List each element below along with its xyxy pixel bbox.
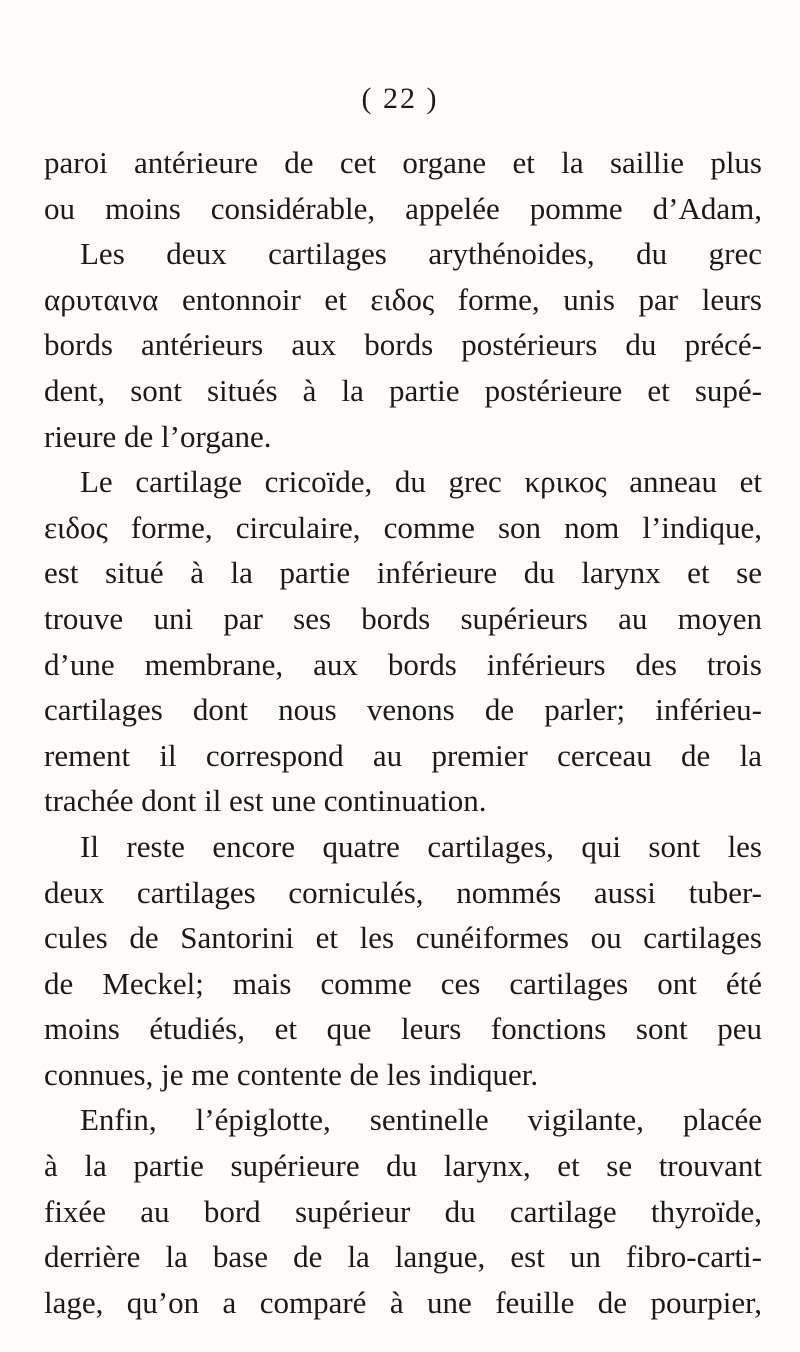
page-number: ( 22 ) xyxy=(361,82,439,115)
text-line: connues, je me contente de les indiquer. xyxy=(44,1056,539,1092)
text-line: bords antérieurs aux bords postérieurs du précé- xyxy=(44,327,762,363)
text-line: ειδος forme, circulaire, comme son nom l’indique, xyxy=(44,509,762,545)
text-line: rement il correspond au premier cerceau de la xyxy=(44,737,762,773)
text-line: à la partie supérieure du larynx, et se trouvant xyxy=(44,1148,762,1184)
text-line: ou moins considérable, appelée pomme d’Adam, xyxy=(44,190,762,226)
text-line: deux cartilages corniculés, nommés aussi tuber- xyxy=(44,874,762,910)
text-line: est situé à la partie inférieure du larynx et se xyxy=(44,555,762,591)
text-line: dent, sont situés à la partie postérieure et supé- xyxy=(44,372,762,408)
text-line: trouve uni par ses bords supérieurs au moyen xyxy=(44,600,762,636)
text-line: lage, qu’on a comparé à une feuille de pourpier, xyxy=(44,1284,762,1320)
text-line: d’une membrane, aux bords inférieurs des trois xyxy=(44,646,762,682)
text-line: moins étudiés, et que leurs fonctions sont peu xyxy=(44,1011,762,1047)
text-line: Enfin, l’épiglotte, sentinelle vigilante, placée xyxy=(80,1102,762,1138)
text-line: Il reste encore quatre cartilages, qui sont les xyxy=(80,828,762,864)
text-line: cartilages dont nous venons de parler; inférieu- xyxy=(44,692,762,728)
text-line: Les deux cartilages arythénoides, du grec xyxy=(80,236,762,272)
text-line: αρυταινα entonnoir et ειδος forme, unis par leurs xyxy=(44,281,762,317)
text-line: paroi antérieure de cet organe et la saillie plus xyxy=(44,145,762,180)
text-line: rieure de l’organe. xyxy=(44,418,272,454)
text-line: Le cartilage cricoïde, du grec κρικος anneau et xyxy=(80,464,762,500)
body-text xyxy=(44,140,762,1325)
text-line: de Meckel; mais comme ces cartilages ont été xyxy=(44,965,762,1001)
text-line: cules de Santorini et les cunéiformes ou cartilages xyxy=(44,920,762,956)
text-line: derrière la base de la langue, est un fibro-carti- xyxy=(44,1239,762,1275)
text-line: fixée au bord supérieur du cartilage thyroïde, xyxy=(44,1193,762,1229)
text-line: trachée dont il est une continuation. xyxy=(44,783,487,819)
